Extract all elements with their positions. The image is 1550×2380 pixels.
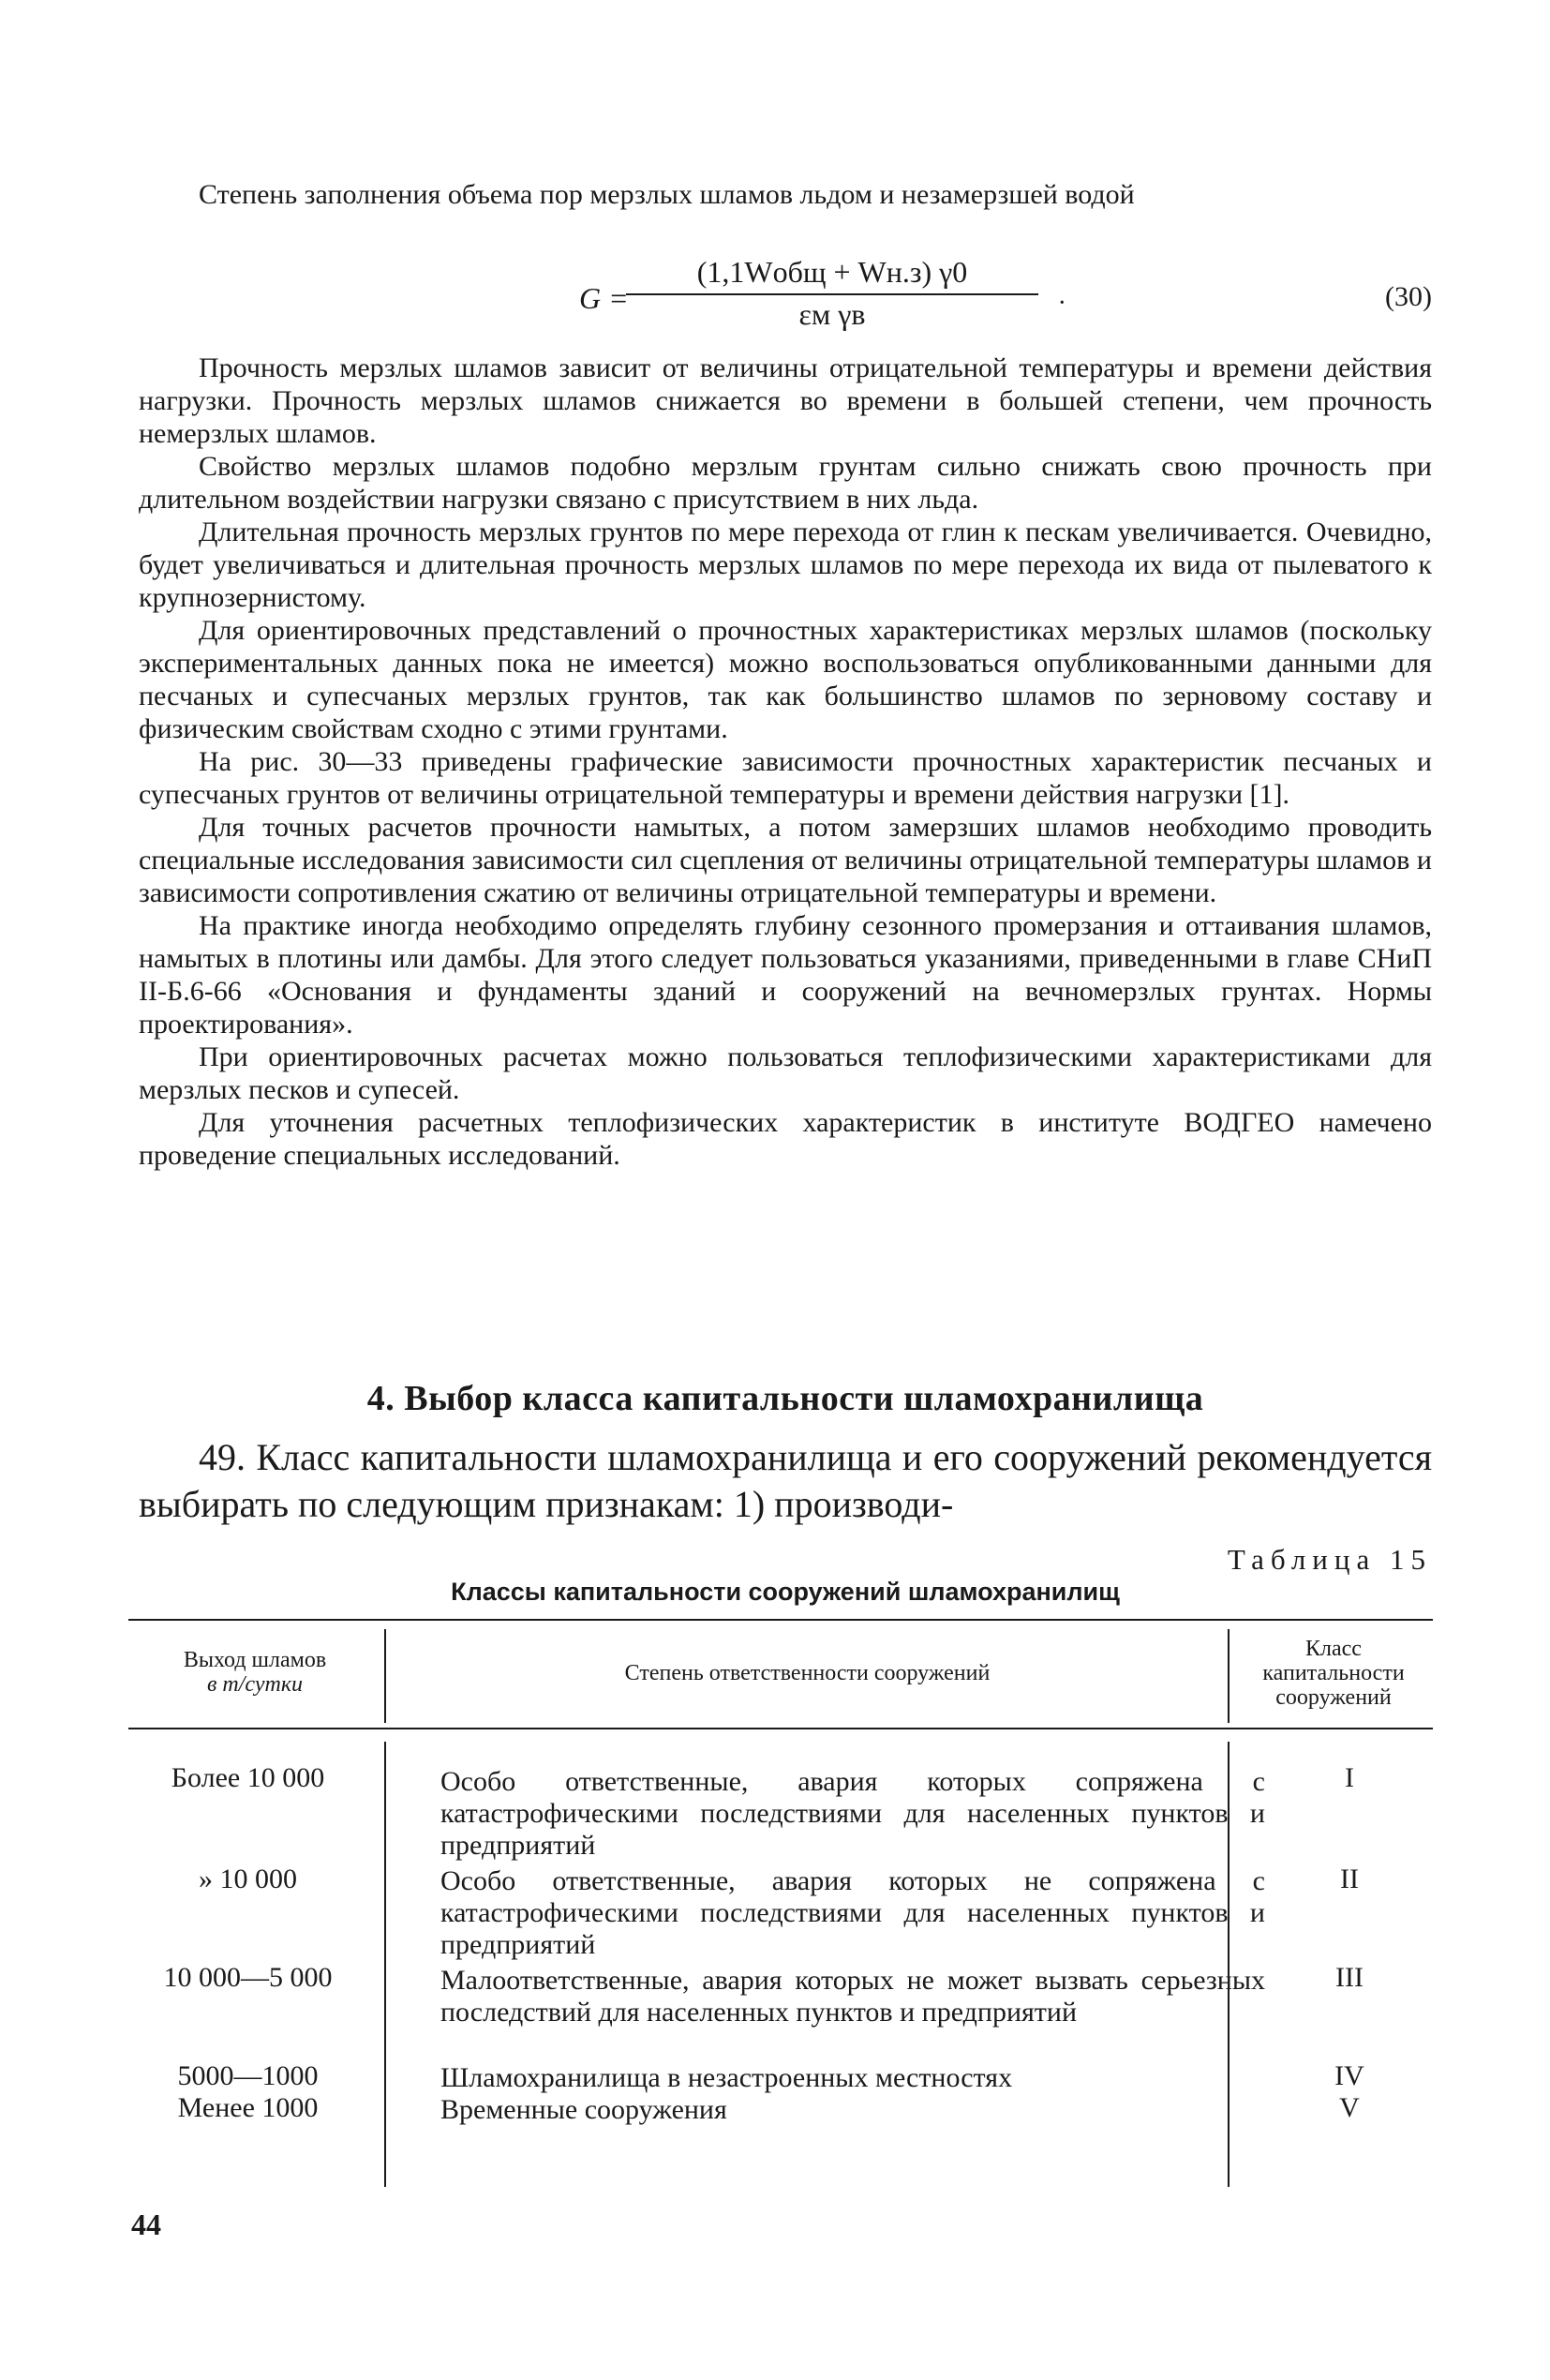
table-cell-class: V xyxy=(1339,2092,1360,2123)
paragraph: Для уточнения расчетных теплофизических характеристик в институте ВОДГЕО намечено проведение специальных исследований. xyxy=(139,1107,1432,1171)
formula-number: (30) xyxy=(1385,281,1432,312)
table-cell-output: Менее 1000 xyxy=(177,2092,319,2123)
section-intro: 49. Класс капитальности шламохранилища и его сооружений рекомендуется выбирать по следующим признакам: 1) производи- xyxy=(139,1436,1432,1525)
paragraph: Свойство мерзлых шламов подобно мерзлым грунтам сильно снижать свою прочность при длительном воздействии нагрузки связано с присутствием в них льда. xyxy=(139,451,1432,515)
table-body-divider-1 xyxy=(384,1742,386,2187)
table-header-divider-1 xyxy=(384,1629,386,1723)
paragraph: Длительная прочность мерзлых грунтов по мере перехода от глин к пескам увеличивается. Очевидно, будет увеличиваться и длительная прочность мерзлых шламов по мере перехода их вида от пылеватого к крупнозернистому. xyxy=(139,516,1432,613)
table-cell-output: » 10 000 xyxy=(199,1864,297,1894)
table-cell-description: Шламохранилища в незастроенных местностях xyxy=(440,2062,1013,2093)
intro-text: Степень заполнения объема пор мерзлых шламов льдом и незамерзшей водой xyxy=(199,179,1135,210)
formula-numerator: (1,1Wобщ + Wн.з) γ0 xyxy=(626,255,1038,295)
table-cell-class: III xyxy=(1335,1962,1364,1993)
table-cell-description: Временные сооружения xyxy=(440,2094,727,2125)
formula-lhs: G = xyxy=(579,281,629,315)
table-label: Таблица 15 xyxy=(1227,1543,1432,1576)
table-cell-class: I xyxy=(1345,1762,1354,1793)
paragraph: Для точных расчетов прочности намытых, а потом замерзших шламов необходимо проводить специальные исследования зависимости сил сцепления от величины отрицательной температуры шламов и зависимости сопротивления сжатию от величины отрицательной температуры и времени. xyxy=(139,812,1432,908)
body-text xyxy=(139,352,1432,1172)
table-header-output: Выход шламов в т/сутки xyxy=(183,1648,327,1697)
table-cell-output: Более 10 000 xyxy=(171,1762,325,1793)
formula-fraction xyxy=(626,255,1038,332)
table-cell-class: II xyxy=(1340,1864,1359,1894)
paragraph: При ориентировочных расчетах можно пользоваться теплофизическими характеристиками для мерзлых песков и супесей. xyxy=(139,1041,1432,1105)
table-cell-output: 10 000—5 000 xyxy=(163,1962,333,1993)
table-title: Классы капитальности сооружений шламохранилищ xyxy=(451,1578,1120,1606)
formula-trailing-mark: · xyxy=(1052,289,1066,318)
table-header-divider-2 xyxy=(1228,1629,1230,1723)
table-cell-description: Особо ответственные, авария которых сопряжена с катастрофическими последствиями для населенных пунктов и предприятий xyxy=(440,1766,1265,1861)
table-header-class: Класс капитальности сооружений xyxy=(1262,1637,1405,1710)
intro-paragraph xyxy=(139,178,1432,211)
table-cell-class: IV xyxy=(1334,2060,1364,2091)
table-cell-description: Особо ответственные, авария которых не сопряжена с катастрофическими последствиями для населенных пунктов и предприятий xyxy=(440,1865,1265,1960)
table-header-responsibility: Степень ответственности сооружений xyxy=(624,1661,991,1685)
paragraph: Для ориентировочных представлений о прочностных характеристиках мерзлых шламов (поскольку экспериментальных данных пока не имеется) можно воспользоваться опубликованными данными для песчаных и супесчаных мерзлых грунтов, так как большинство шламов по зерновому составу и физическим свойствам сходно с этими грунтами. xyxy=(139,615,1432,744)
paragraph: На рис. 30—33 приведены графические зависимости прочностных характеристик песчаных и супесчаных грунтов от величины отрицательной температуры и времени действия нагрузки [1]. xyxy=(139,746,1432,810)
table-cell-output: 5000—1000 xyxy=(177,2060,319,2091)
paragraph: Прочность мерзлых шламов зависит от величины отрицательной температуры и времени действия нагрузки. Прочность мерзлых шламов снижается во времени в большей степени, чем прочность немерзлых шламов. xyxy=(139,352,1432,449)
page-number: 44 xyxy=(131,2208,161,2241)
table-header-rule xyxy=(128,1728,1433,1729)
formula-denominator: εм γв xyxy=(798,297,866,331)
table-top-rule xyxy=(128,1619,1433,1621)
section-heading: 4. Выбор класса капитальности шламохранилища xyxy=(366,1379,1204,1418)
formula-30 xyxy=(139,255,1432,349)
paragraph: На практике иногда необходимо определять глубину сезонного промерзания и оттаивания шламов, намытых в плотины или дамбы. Для этого следует пользоваться указаниями, приведенными в главе СНиП II-Б.6-66 «Основания и фундаменты зданий и сооружений на вечномерзлых грунтах. Нормы проектирования». xyxy=(139,910,1432,1040)
table-cell-description: Малоответственные, авария которых не может вызвать серьезных последствий для населенных пунктов и предприятий xyxy=(440,1965,1265,2028)
